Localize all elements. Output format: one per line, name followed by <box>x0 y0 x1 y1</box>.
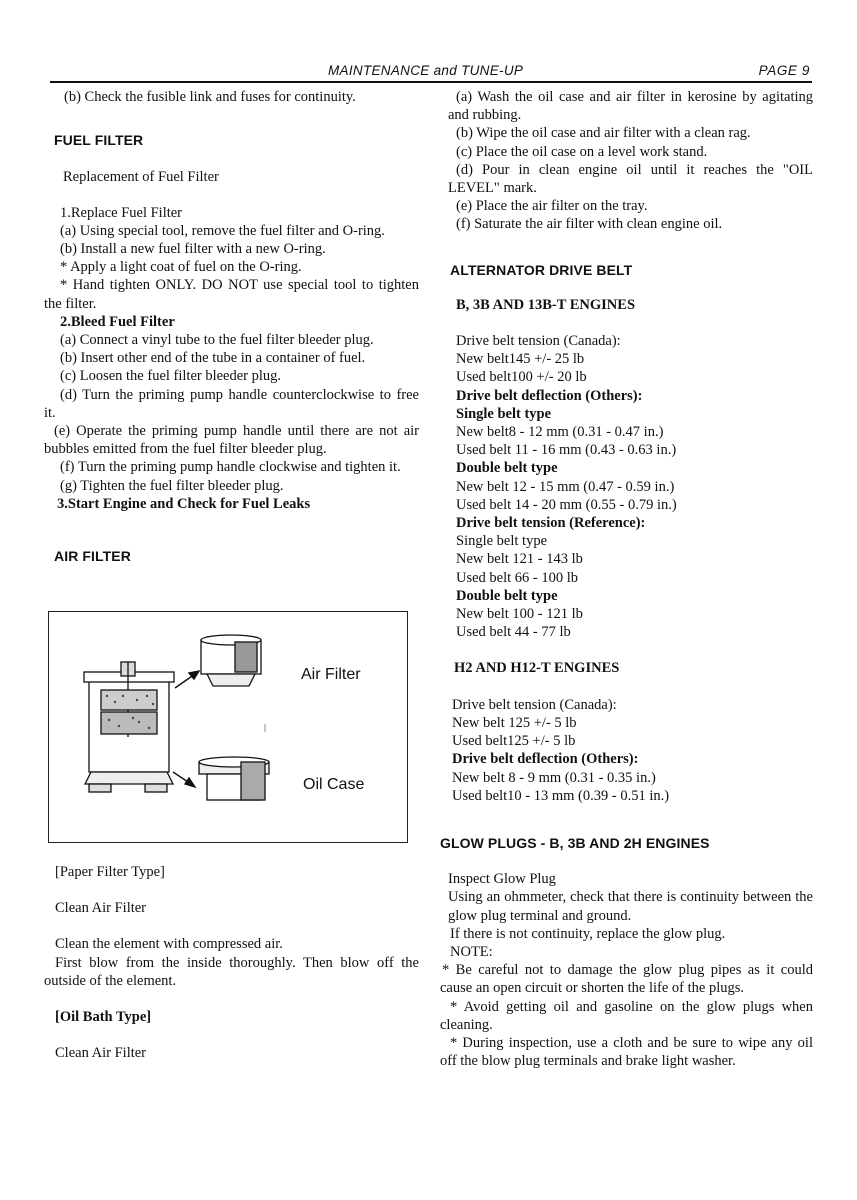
belt-specs-h2 <box>448 696 813 805</box>
spec-used-44-77: Used belt 44 - 77 lb <box>456 624 571 641</box>
note-2: * Avoid getting oil and gasoline on the glow plugs when cleaning. <box>440 998 813 1033</box>
oil-case-step-d: (d) Pour in clean engine oil until it reaches the "OIL LEVEL" mark. <box>448 161 813 197</box>
step1d: * Hand tighten ONLY. DO NOT use special tool to tighten the filter. <box>44 277 419 312</box>
oil-case-step-c: (c) Place the oil case on a level work stand. <box>456 143 708 160</box>
header-rule <box>50 81 812 83</box>
dbt-reference-label: Drive belt tension (Reference): <box>456 515 646 532</box>
air-filter-label: Air Filter <box>301 666 361 683</box>
right-column <box>440 88 813 1070</box>
spec-new-121-143: New belt 121 - 143 lb <box>456 551 583 568</box>
belt-specs-b <box>448 332 813 641</box>
note-label: NOTE: <box>450 943 493 960</box>
dbt-canada-label: Drive belt tension (Canada): <box>456 333 621 350</box>
dbd-others-label: Drive belt deflection (Others): <box>456 387 643 404</box>
dbt-canada-label-2: Drive belt tension (Canada): <box>452 696 617 713</box>
spec-new-8-9: New belt 8 - 9 mm (0.31 - 0.35 in.) <box>452 769 656 786</box>
fuel-filter-heading: FUEL FILTER <box>54 132 144 149</box>
h2-engines-heading: H2 AND H12-T ENGINES <box>454 660 620 677</box>
step1c: * Apply a light coat of fuel on the O-ring. <box>60 259 302 276</box>
air-filter-heading: AIR FILTER <box>54 548 131 565</box>
oil-case-step-e: (e) Place the air filter on the tray. <box>456 198 648 215</box>
spec-new-125: New belt 125 +/- 5 lb <box>452 714 577 731</box>
spec-used-66-100: Used belt 66 - 100 lb <box>456 569 579 586</box>
step1b: (b) Install a new fuel filter with a new O-ring. <box>60 241 326 258</box>
header-title: MAINTENANCE and TUNE-UP <box>328 63 524 78</box>
step2f: (f) Turn the priming pump handle clockwise and tighten it. <box>60 459 401 476</box>
air-filter-diagram <box>49 612 407 842</box>
oil-case-step-b: (b) Wipe the oil case and air filter with a clean rag. <box>456 125 751 142</box>
note-1: * Be careful not to damage the glow plug pipes as it could cause an open circuit or shorten the life of the plugs. <box>440 962 813 997</box>
step2b: (b) Insert other end of the tube in a container of fuel. <box>60 350 366 367</box>
page-number: PAGE 9 <box>758 63 810 78</box>
page-header <box>50 63 810 83</box>
spec-used-10-13: Used belt10 - 13 mm (0.39 - 0.51 in.) <box>452 787 670 804</box>
clean-air-filter-1: Clean Air Filter <box>55 900 147 917</box>
oil-bath-text: [Oil Bath Type] <box>55 1009 152 1026</box>
glow-plug-section <box>440 870 813 1070</box>
step2c: (c) Loosen the fuel filter bleeder plug. <box>60 368 282 385</box>
clean-air-filter-2: Clean Air Filter <box>55 1045 147 1062</box>
step3-text: 3.Start Engine and Check for Fuel Leaks <box>57 495 311 512</box>
spec-new-145: New belt145 +/- 25 lb <box>456 351 585 368</box>
using-ohmmeter-text: Using an ohmmeter, check that there is continuity between the glow plug terminal and ground. <box>448 889 813 924</box>
step1-text: 1.Replace Fuel Filter <box>60 204 183 221</box>
first-blow-text: First blow from the inside thoroughly. Then blow off the outside of the element. <box>44 954 419 989</box>
double-belt-label-1: Double belt type <box>456 460 558 477</box>
air-filter-figure <box>48 611 408 843</box>
glow-plugs-heading: GLOW PLUGS - B, 3B AND 2H ENGINES <box>440 834 710 851</box>
alternator-heading: ALTERNATOR DRIVE BELT <box>450 261 633 278</box>
single-belt-label-2: Single belt type <box>456 533 548 550</box>
spec-new-8-12: New belt8 - 12 mm (0.31 - 0.47 in.) <box>456 424 664 441</box>
replacement-text: Replacement of Fuel Filter <box>63 169 219 186</box>
step2a: (a) Connect a vinyl tube to the fuel filter bleeder plug. <box>60 332 374 349</box>
oil-case-step-f: (f) Saturate the air filter with clean engine oil. <box>456 216 723 233</box>
b-engines-heading: B, 3B AND 13B-T ENGINES <box>456 296 636 313</box>
paper-type-text: [Paper Filter Type] <box>55 864 165 880</box>
note-3: * During inspection, use a cloth and be sure to wipe any oil off the blow plug terminals and brake light washer. <box>440 1034 813 1070</box>
oil-case-step-a: (a) Wash the oil case and air filter in kerosine by agitating and rubbing. <box>448 89 813 124</box>
spec-used-100: Used belt100 +/- 20 lb <box>456 369 587 386</box>
spec-new-12-15: New belt 12 - 15 mm (0.47 - 0.59 in.) <box>456 478 675 495</box>
step2d: (d) Turn the priming pump handle counterclockwise to free it. <box>44 386 419 421</box>
step1a: (a) Using special tool, remove the fuel filter and O-ring. <box>60 222 385 239</box>
oil-case-label: Oil Case <box>303 776 365 793</box>
fusible-text: (b) Check the fusible link and fuses for continuity. <box>64 89 356 105</box>
step2g: (g) Tighten the fuel filter bleeder plug. <box>60 477 284 494</box>
if-not-continuity-text: If there is not continuity, replace the glow plug. <box>450 925 726 942</box>
inspect-glow-plug: Inspect Glow Plug <box>448 871 556 888</box>
left-column-lower <box>44 863 419 1062</box>
double-belt-label-2: Double belt type <box>456 587 558 604</box>
spec-used-125: Used belt125 +/- 5 lb <box>452 733 576 750</box>
step2-text: 2.Bleed Fuel Filter <box>60 313 175 330</box>
single-belt-label-1: Single belt type <box>456 405 552 422</box>
dbd-others-label-2: Drive belt deflection (Others): <box>452 751 639 768</box>
spec-new-100-121: New belt 100 - 121 lb <box>456 606 583 623</box>
clean-element-text: Clean the element with compressed air. <box>55 936 283 953</box>
spec-used-11-16: Used belt 11 - 16 mm (0.43 - 0.63 in.) <box>456 442 677 459</box>
spec-used-14-20: Used belt 14 - 20 mm (0.55 - 0.79 in.) <box>456 496 677 513</box>
left-column <box>44 88 419 565</box>
step2e: (e) Operate the priming pump handle until there are not air bubbles emitted from the fuel filter bleeder plug. <box>44 423 419 458</box>
